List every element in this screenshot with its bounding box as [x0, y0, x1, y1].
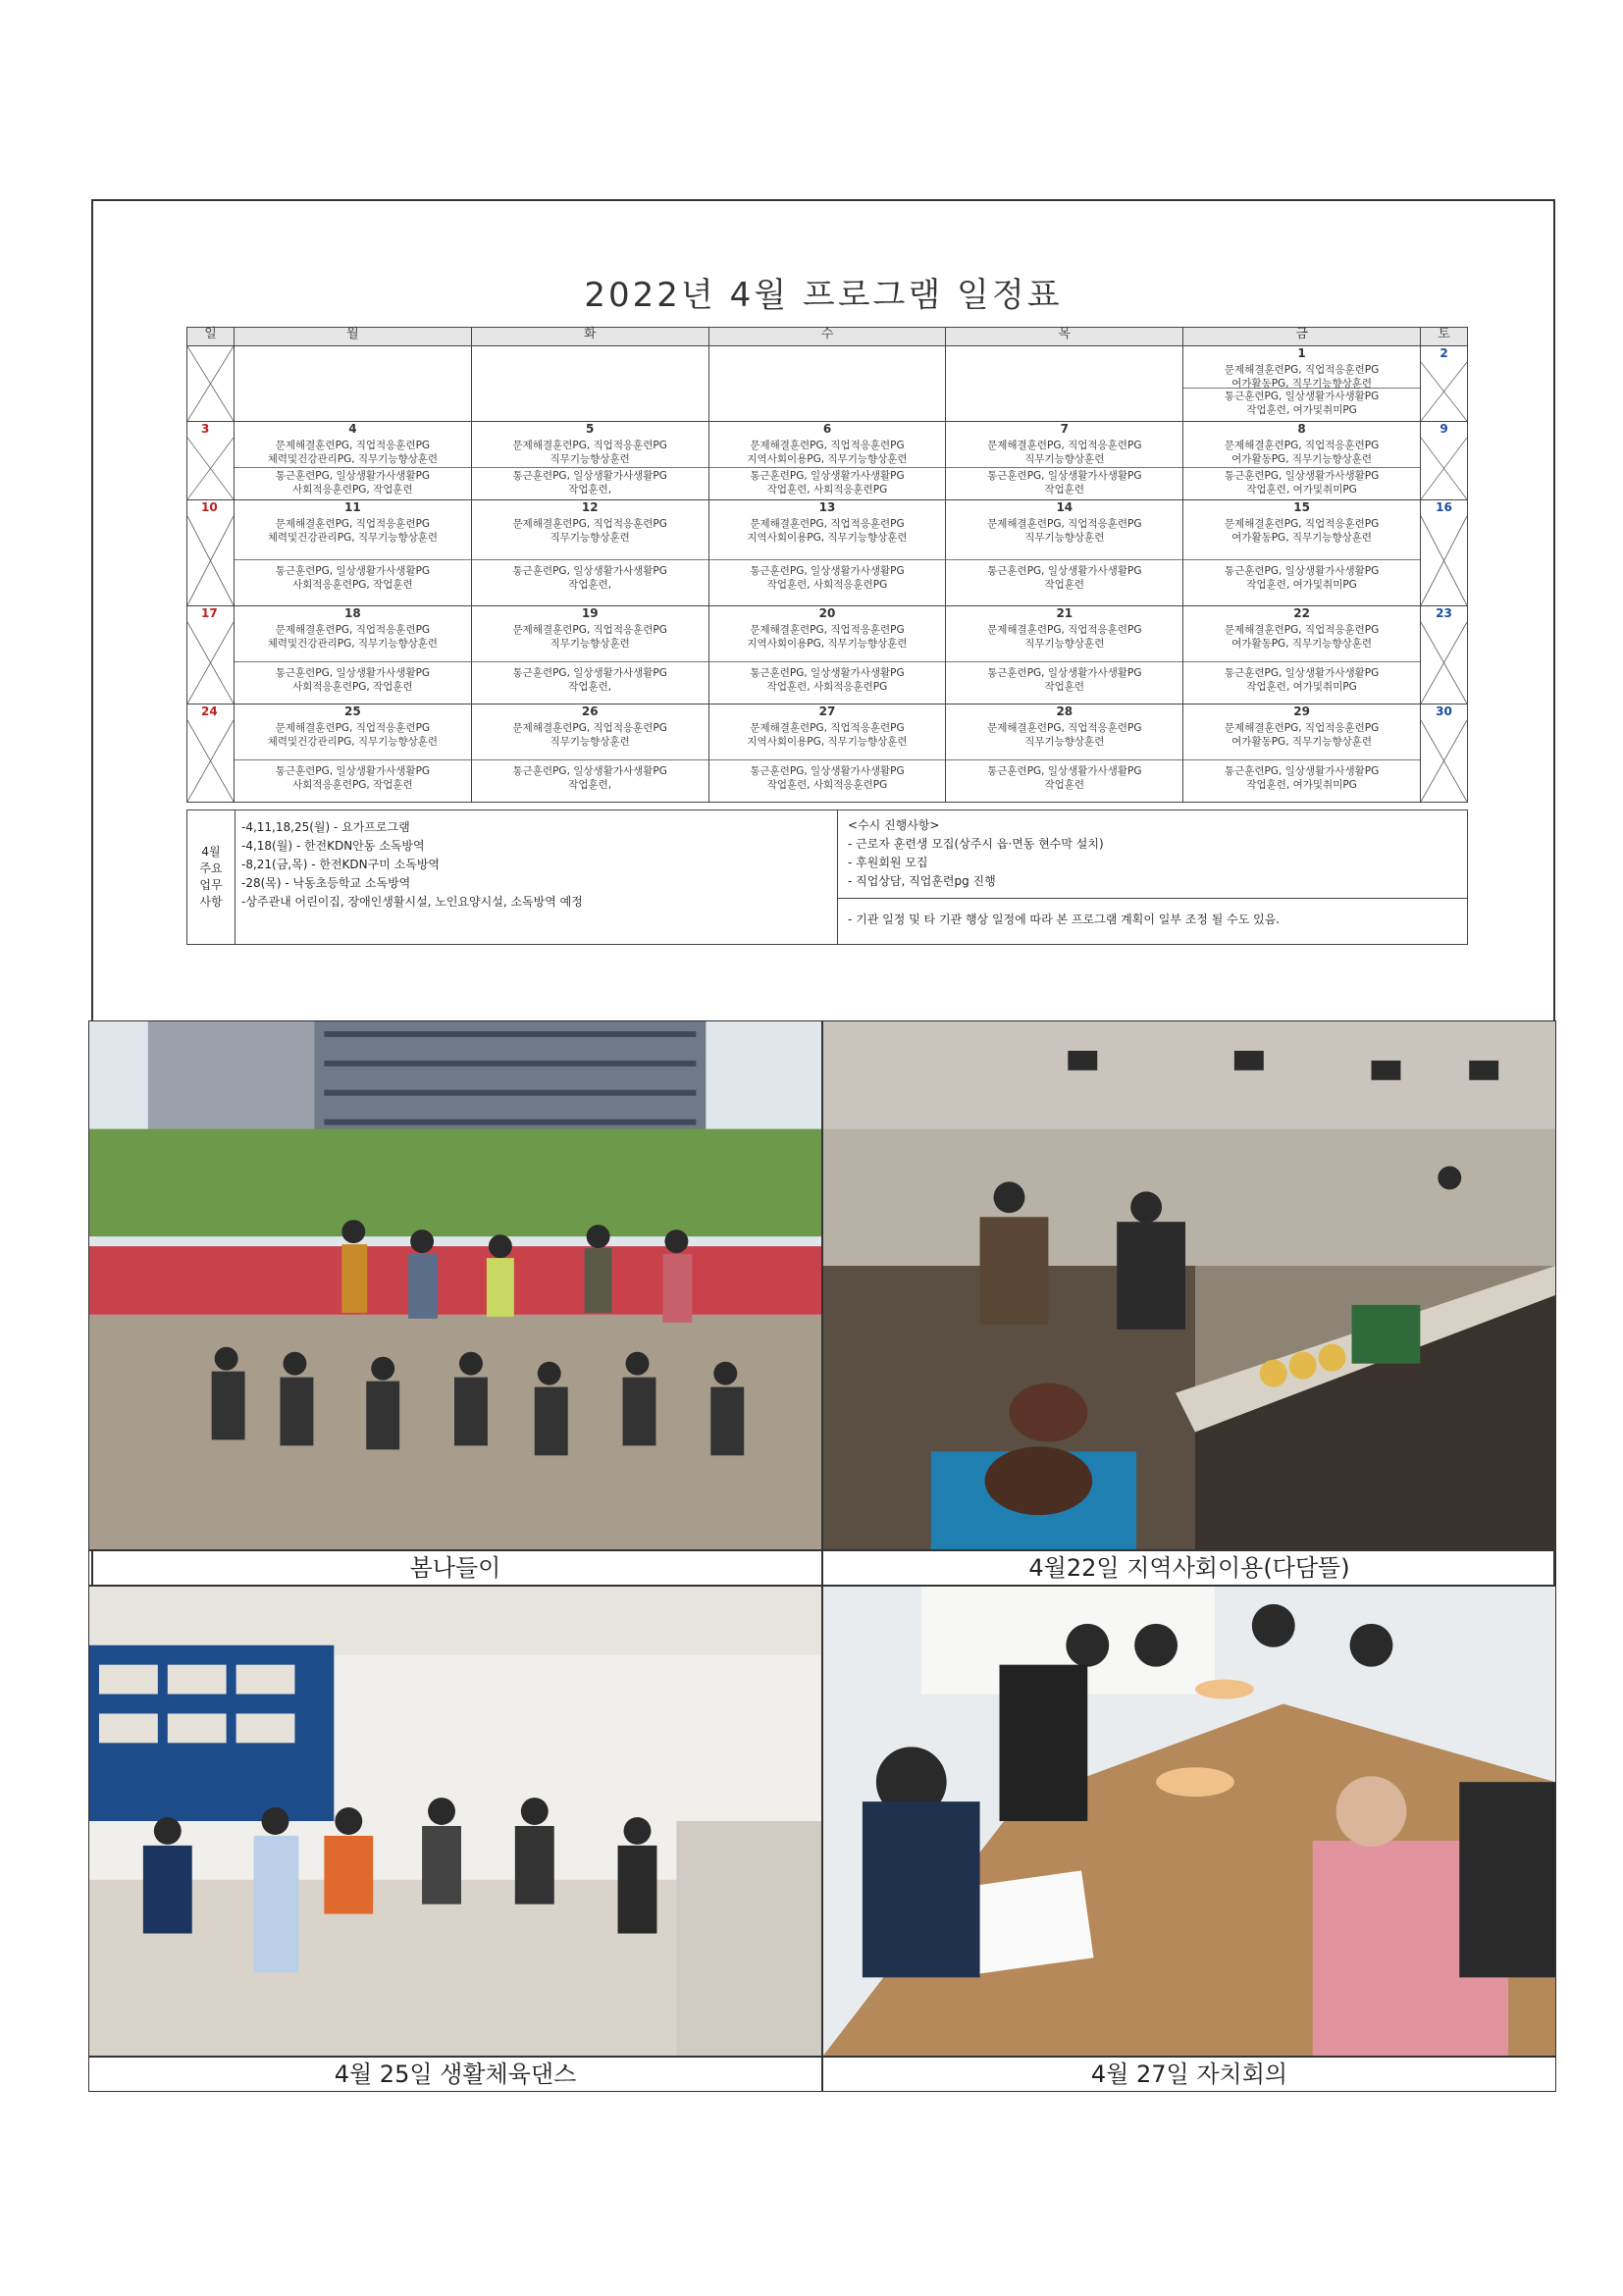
week-row-4 — [187, 606, 1468, 704]
program-afternoon: 통근훈련PG, 일상생활가사생활PG 사회적응훈련PG, 작업훈련 — [275, 470, 431, 496]
day-cell — [708, 606, 946, 704]
day-cell — [471, 422, 708, 500]
program-afternoon: 통근훈련PG, 일상생활가사생활PG 작업훈련, 사회적응훈련PG — [750, 765, 905, 791]
program-morning: 문제해결훈련PG, 직업적응훈련PG 체력및건강관리PG, 직무기능향상훈련 — [235, 515, 471, 560]
day-number: 4 — [348, 422, 357, 436]
ongoing-item: - 근로자 훈련생 모집(상주시 읍·면동 현수막 설치) — [848, 837, 1104, 851]
day-cell — [471, 606, 708, 704]
day-number: 26 — [581, 704, 599, 718]
program-afternoon: 통근훈련PG, 일상생활가사생활PG 작업훈련, — [512, 565, 667, 591]
day-number: 3 — [201, 422, 210, 436]
week-row-5 — [187, 704, 1468, 803]
day-cell — [946, 500, 1183, 606]
day-cell — [708, 422, 946, 500]
weekday-fri: 금 — [1183, 328, 1421, 346]
caption-community-visit: 4월22일 지역사회이용(다담뜰) — [822, 1550, 1556, 1586]
sunday-cell — [187, 704, 235, 803]
week-row-3 — [187, 500, 1468, 606]
program-morning: 문제해결훈련PG, 직업적응훈련PG 직무기능향상훈련 — [946, 621, 1182, 662]
day-cell — [708, 500, 946, 606]
task-item: -8,21(금,목) - 한전KDN구미 소독방역 — [241, 858, 441, 871]
program-afternoon: 통근훈련PG, 일상생활가사생활PG 작업훈련, 여가및취미PG — [1224, 765, 1380, 791]
photo-spring-outing — [88, 1020, 822, 1550]
day-number: 30 — [1436, 704, 1452, 718]
program-afternoon: 통근훈련PG, 일상생활가사생활PG 작업훈련, — [512, 667, 667, 693]
cross-mark — [187, 622, 234, 704]
saturday-cell — [1421, 500, 1468, 606]
week-row-2 — [187, 422, 1468, 500]
weekday-tue: 화 — [471, 328, 708, 346]
sunday-cell — [187, 500, 235, 606]
program-afternoon: 통근훈련PG, 일상생활가사생활PG 작업훈련 — [987, 765, 1142, 791]
schedule-title: 2022년 4월 프로그램 일정표 — [584, 276, 1063, 315]
saturday-cell — [1421, 704, 1468, 803]
weekday-sun: 일 — [187, 328, 235, 346]
program-afternoon: 통근훈련PG, 일상생활가사생활PG 사회적응훈련PG, 작업훈련 — [275, 667, 431, 693]
day-number: 29 — [1293, 704, 1310, 718]
sunday-cell — [187, 606, 235, 704]
day-number: 12 — [581, 500, 599, 514]
day-number: 21 — [1056, 606, 1073, 620]
weekday-header-row — [187, 328, 1468, 346]
day-number: 10 — [201, 500, 218, 514]
day-number: 17 — [201, 606, 218, 620]
cross-mark — [187, 720, 234, 802]
program-afternoon: 통근훈련PG, 일상생활가사생활PG 작업훈련, 여가및취미PG — [1224, 667, 1380, 693]
ongoing-item: - 직업상담, 직업훈련pg 진행 — [848, 874, 996, 888]
program-afternoon: 통근훈련PG, 일상생활가사생활PG 작업훈련, — [512, 765, 667, 791]
program-morning: 문제해결훈련PG, 직업적응훈련PG 직무기능향상훈련 — [472, 437, 708, 468]
program-afternoon: 통근훈련PG, 일상생활가사생활PG 작업훈련 — [987, 565, 1142, 591]
cross-mark — [1421, 720, 1467, 802]
cross-mark — [1421, 516, 1467, 605]
notice-text: - 기관 일정 및 타 기관 행상 일정에 따라 본 프로그램 계획이 일부 조정 될 수도 있음. — [848, 913, 1281, 926]
cross-mark — [187, 346, 234, 421]
program-afternoon: 통근훈련PG, 일상생활가사생활PG 작업훈련, 여가및취미PG — [1224, 470, 1380, 496]
day-number: 24 — [201, 704, 218, 718]
program-afternoon: 통근훈련PG, 일상생활가사생활PG 작업훈련, 사회적응훈련PG — [750, 470, 905, 496]
program-afternoon: 통근훈련PG, 일상생활가사생활PG 작업훈련, 여가및취미PG — [1224, 565, 1380, 591]
program-afternoon: 통근훈련PG, 일상생활가사생활PG 작업훈련, 사회적응훈련PG — [750, 565, 905, 591]
notes-label-line: 사항 — [199, 895, 223, 909]
photo-dance-class — [88, 1586, 822, 2057]
notes-label-line: 4월 — [201, 845, 221, 859]
empty-cell — [708, 346, 946, 422]
day-number: 13 — [818, 500, 836, 514]
day-number: 18 — [344, 606, 361, 620]
day-number: 2 — [1440, 346, 1448, 360]
day-number: 11 — [344, 500, 361, 514]
program-morning: 문제해결훈련PG, 직업적응훈련PG 여가활동PG, 직무기능향상훈련 — [1183, 515, 1420, 560]
program-morning: 문제해결훈련PG, 직업적응훈련PG 여가활동PG, 직무기능향상훈련 — [1183, 719, 1420, 760]
weekday-sat: 토 — [1421, 328, 1468, 346]
day-number: 8 — [1297, 422, 1306, 436]
day-cell — [946, 606, 1183, 704]
cross-mark — [1421, 438, 1467, 499]
program-morning: 문제해결훈련PG, 직업적응훈련PG 직무기능향상훈련 — [472, 621, 708, 662]
day-number: 1 — [1297, 346, 1306, 360]
task-item: -4,18(월) - 한전KDN안동 소독방역 — [241, 839, 425, 853]
day-number: 20 — [818, 606, 836, 620]
program-morning: 문제해결훈련PG, 직업적응훈련PG 여가활동PG, 직무기능향상훈련 — [1183, 361, 1420, 389]
caption-spring-outing: 봄나들이 — [88, 1550, 822, 1586]
program-morning: 문제해결훈련PG, 직업적응훈련PG 직무기능향상훈련 — [946, 719, 1182, 760]
saturday-cell — [1421, 606, 1468, 704]
day-cell — [708, 704, 946, 803]
ongoing-section — [837, 810, 1467, 944]
day-cell — [1183, 500, 1421, 606]
program-morning: 문제해결훈련PG, 직업적응훈련PG 지역사회이용PG, 직무기능향상훈련 — [709, 515, 946, 560]
program-morning: 문제해결훈련PG, 직업적응훈련PG 체력및건강관리PG, 직무기능향상훈련 — [235, 621, 471, 662]
day-cell — [235, 704, 472, 803]
day-cell — [471, 704, 708, 803]
task-item: -28(목) - 낙동초등학교 소독방역 — [241, 876, 411, 890]
day-number: 23 — [1436, 606, 1452, 620]
day-cell — [1183, 422, 1421, 500]
day-number: 27 — [818, 704, 836, 718]
saturday-cell — [1421, 422, 1468, 500]
day-number: 22 — [1293, 606, 1310, 620]
day-cell — [1183, 346, 1421, 422]
day-cell — [946, 422, 1183, 500]
photo-self-governance-meeting — [822, 1586, 1556, 2057]
day-cell — [235, 422, 472, 500]
caption-self-governance-meeting: 4월 27일 자치회의 — [822, 2057, 1556, 2092]
program-afternoon: 통근훈련PG, 일상생활가사생활PG 작업훈련, 여가및취미PG — [1224, 391, 1380, 416]
day-number: 9 — [1440, 422, 1448, 436]
day-number: 25 — [344, 704, 361, 718]
ongoing-item: - 후원회원 모집 — [848, 856, 928, 869]
empty-cell — [946, 346, 1183, 422]
day-cell — [235, 500, 472, 606]
task-item: -4,11,18,25(월) - 요가프로그램 — [241, 820, 410, 834]
program-afternoon: 통근훈련PG, 일상생활가사생활PG 작업훈련, 사회적응훈련PG — [750, 667, 905, 693]
empty-cell — [235, 346, 472, 422]
day-number: 16 — [1436, 500, 1452, 514]
photo-community-visit — [822, 1020, 1556, 1550]
day-number: 15 — [1293, 500, 1310, 514]
day-number: 14 — [1056, 500, 1073, 514]
main-tasks-list — [241, 818, 840, 912]
empty-cell — [187, 346, 235, 422]
day-cell — [471, 500, 708, 606]
day-number: 19 — [581, 606, 599, 620]
program-afternoon: 통근훈련PG, 일상생활가사생활PG 사회적응훈련PG, 작업훈련 — [275, 565, 431, 591]
day-cell — [1183, 704, 1421, 803]
notes-box — [186, 809, 1468, 945]
day-cell — [235, 606, 472, 704]
notes-label — [187, 810, 236, 944]
calendar-table — [186, 327, 1468, 803]
cross-mark — [187, 438, 234, 499]
cross-mark — [1421, 362, 1467, 421]
notes-label-line: 주요 — [199, 861, 223, 875]
program-morning: 문제해결훈련PG, 직업적응훈련PG 여가활동PG, 직무기능향상훈련 — [1183, 437, 1420, 468]
day-number: 6 — [822, 422, 832, 436]
weekday-thu: 목 — [946, 328, 1183, 346]
program-morning: 문제해결훈련PG, 직업적응훈련PG 직무기능향상훈련 — [472, 719, 708, 760]
program-afternoon: 통근훈련PG, 일상생활가사생활PG 작업훈련 — [987, 667, 1142, 693]
sunday-cell — [187, 422, 235, 500]
program-morning: 문제해결훈련PG, 직업적응훈련PG 지역사회이용PG, 직무기능향상훈련 — [709, 621, 946, 662]
saturday-cell — [1421, 346, 1468, 422]
program-morning: 문제해결훈련PG, 직업적응훈련PG 여가활동PG, 직무기능향상훈련 — [1183, 621, 1420, 662]
empty-cell — [471, 346, 708, 422]
program-afternoon: 통근훈련PG, 일상생활가사생활PG 작업훈련 — [987, 470, 1142, 496]
ongoing-title: <수시 진행사항> — [848, 818, 940, 832]
program-morning: 문제해결훈련PG, 직업적응훈련PG 직무기능향상훈련 — [946, 437, 1182, 468]
weekday-mon: 월 — [235, 328, 472, 346]
caption-dance-class: 4월 25일 생활체육댄스 — [88, 2057, 822, 2092]
day-number: 28 — [1056, 704, 1073, 718]
day-number: 7 — [1060, 422, 1069, 436]
day-number: 5 — [586, 422, 595, 436]
program-afternoon: 통근훈련PG, 일상생활가사생활PG 사회적응훈련PG, 작업훈련 — [275, 765, 431, 791]
program-morning: 문제해결훈련PG, 직업적응훈련PG 직무기능향상훈련 — [946, 515, 1182, 560]
program-morning: 문제해결훈련PG, 직업적응훈련PG 체력및건강관리PG, 직무기능향상훈련 — [235, 437, 471, 468]
program-afternoon: 통근훈련PG, 일상생활가사생활PG 작업훈련, — [512, 470, 667, 496]
cross-mark — [1421, 622, 1467, 704]
day-cell — [946, 704, 1183, 803]
program-morning: 문제해결훈련PG, 직업적응훈련PG 체력및건강관리PG, 직무기능향상훈련 — [235, 719, 471, 760]
cross-mark — [187, 516, 234, 605]
program-morning: 문제해결훈련PG, 직업적응훈련PG 지역사회이용PG, 직무기능향상훈련 — [709, 437, 946, 468]
notes-label-line: 업무 — [199, 878, 223, 892]
day-cell — [1183, 606, 1421, 704]
program-morning: 문제해결훈련PG, 직업적응훈련PG 지역사회이용PG, 직무기능향상훈련 — [709, 719, 946, 760]
ongoing-list — [838, 810, 1467, 899]
week-row-1 — [187, 346, 1468, 422]
schedule-section — [93, 201, 1553, 1018]
weekday-wed: 수 — [708, 328, 946, 346]
program-morning: 문제해결훈련PG, 직업적응훈련PG 직무기능향상훈련 — [472, 515, 708, 560]
task-item: -상주관내 어린이집, 장애인생활시설, 노인요양시설, 소독방역 예정 — [241, 895, 583, 909]
